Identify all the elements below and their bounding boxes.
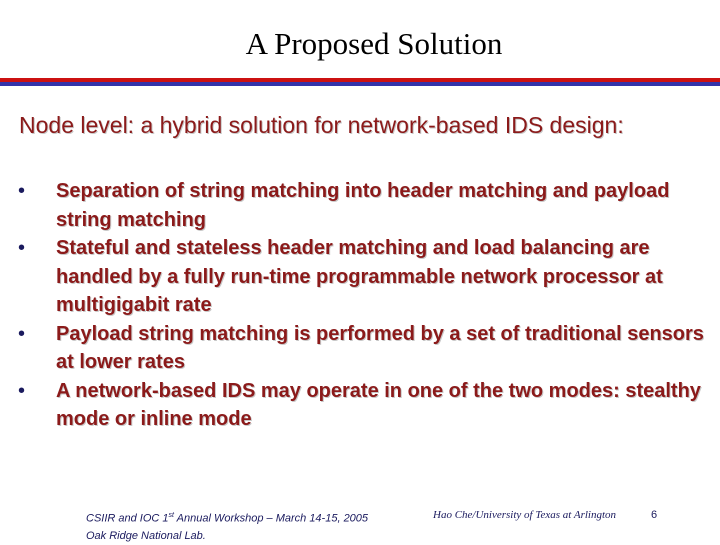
bullet-text: Stateful and stateless header matching and load balancing are handled by a fully run-time programmable network processor at multigigabit rate bbox=[56, 237, 663, 316]
bullet-item bbox=[18, 320, 708, 377]
bullet-list bbox=[18, 177, 708, 434]
section-heading: Node level: a hybrid solution for network-based IDS design: bbox=[19, 112, 624, 138]
bullet-icon: • bbox=[18, 322, 26, 345]
bullet-icon: • bbox=[18, 237, 26, 259]
footer-conference-post: Annual Workshop – March 14-15, 2005 bbox=[174, 512, 369, 525]
bullet-item bbox=[18, 377, 708, 434]
bullet-text: Separation of string matching into header matching and payload string matching bbox=[56, 180, 670, 231]
footer-conference-sup: st bbox=[168, 512, 174, 519]
bullet-icon: • bbox=[18, 379, 26, 402]
footer-lab: Oak Ridge National Lab. bbox=[86, 529, 206, 542]
title-rule-blue bbox=[0, 82, 720, 86]
page-number: 6 bbox=[651, 509, 658, 521]
slide-title: A Proposed Solution bbox=[245, 26, 503, 61]
footer-author: Hao Che/University of Texas at Arlington bbox=[433, 509, 617, 521]
bullet-icon: • bbox=[18, 180, 26, 202]
bullet-item bbox=[18, 234, 708, 320]
bullet-item bbox=[18, 177, 708, 234]
bullet-text: A network-based IDS may operate in one of the two modes: stealthy mode or inline mode bbox=[56, 379, 701, 430]
footer-conference-line bbox=[86, 507, 368, 528]
footer-conference-pre: CSIIR and IOC 1 bbox=[86, 512, 169, 525]
bullet-text: Payload string matching is performed by a set of traditional sensors at lower rates bbox=[56, 322, 704, 373]
footer-conference bbox=[86, 507, 368, 545]
